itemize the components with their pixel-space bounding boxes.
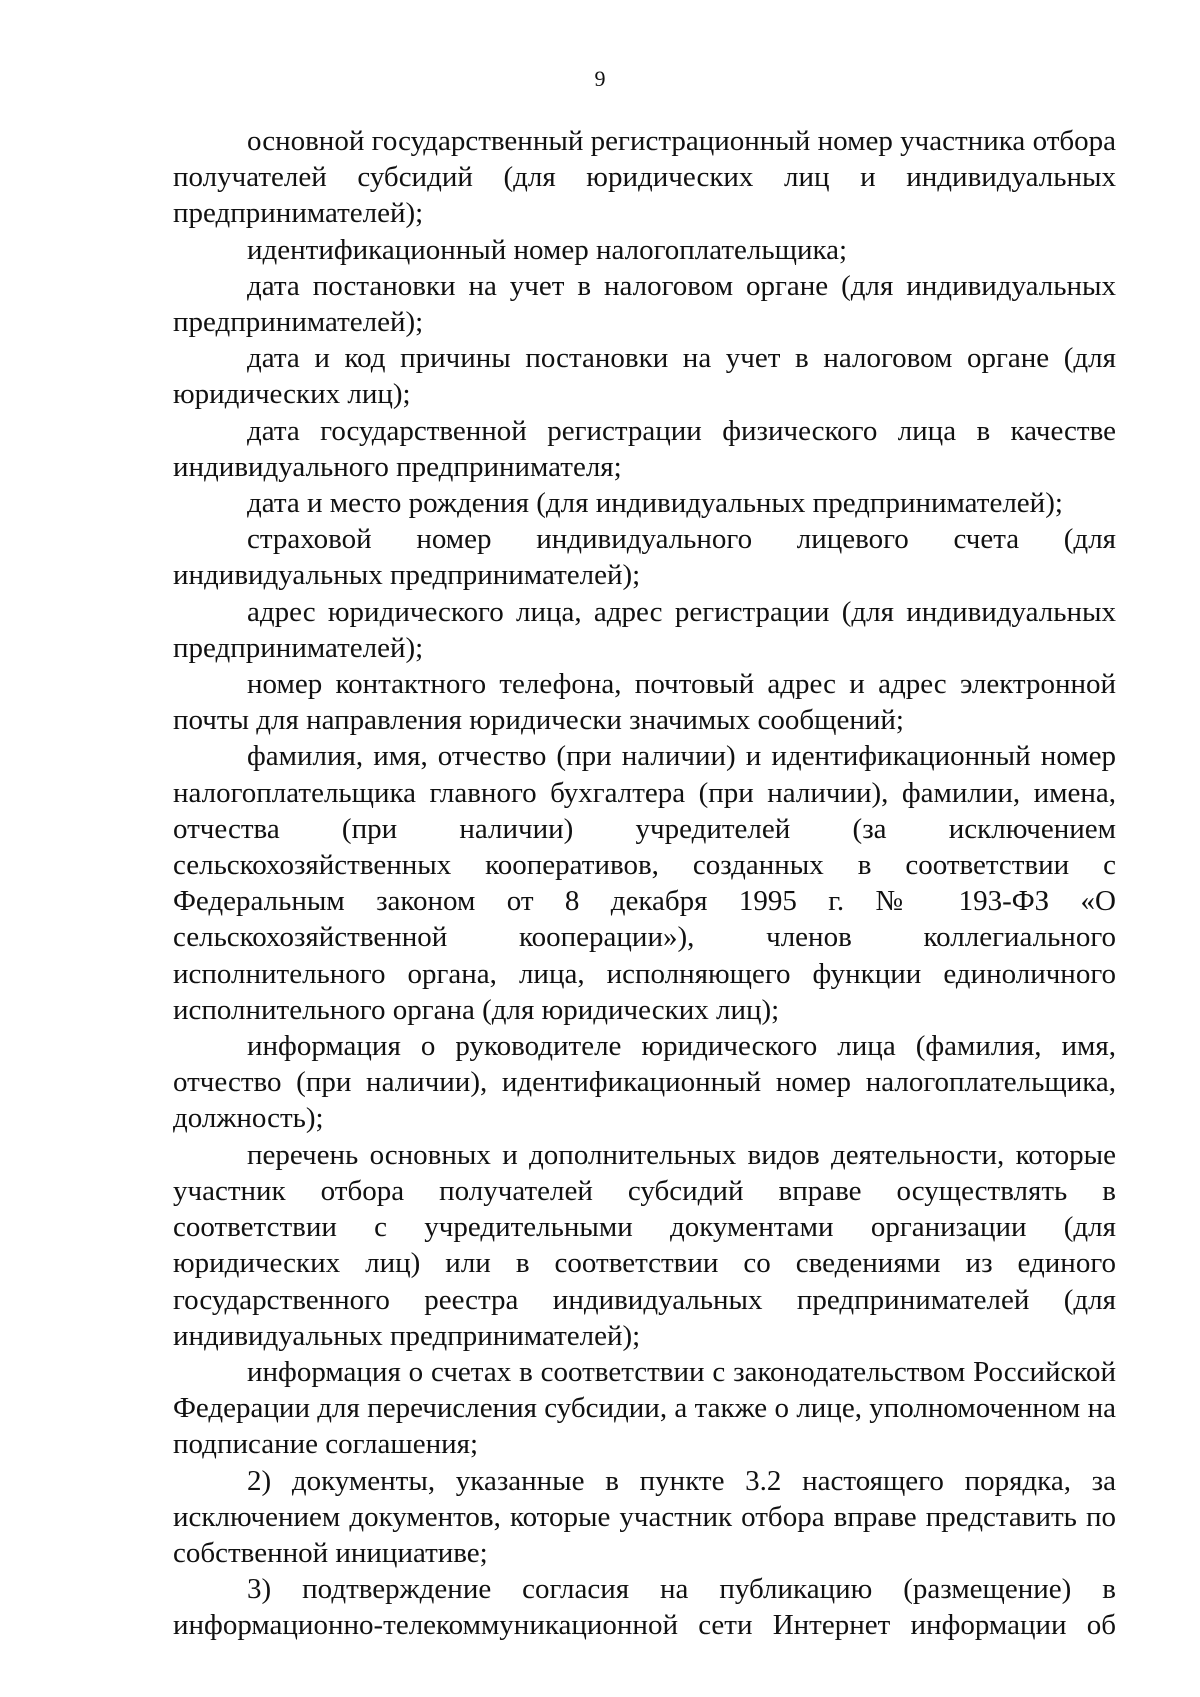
- document-body: [173, 123, 1116, 1644]
- paragraph-ogrn: основной государственный регистрационный номер участника отбора получателей субсидий (для юридических лиц и индивидуальных предпринимателей);: [173, 125, 1116, 230]
- paragraph-item-3-consent: 3) подтверждение согласия на публикацию (размещение) в информационно-телекоммуникационной сети Интернет информации об: [173, 1573, 1116, 1642]
- paragraph-accounts: информация о счетах в соответствии с законодательством Российской Федерации для перечисления субсидии, а также о лице, уполномоченном на подписание соглашения;: [173, 1355, 1116, 1461]
- paragraph-tax-registration-date: дата постановки на учет в налоговом органе (для индивидуальных предпринимателей);: [173, 269, 1116, 339]
- paragraph-snils: страховой номер индивидуального лицевого счета (для индивидуальных предпринимателей);: [173, 523, 1116, 592]
- paragraph-accountant-founders: фамилия, имя, отчество (при наличии) и идентификационный номер налогоплательщика главного бухгалтера (при наличии), фамилии, имена, отчества (при наличии) учредителей (за исключением сельскохозяйственных кооперативов, созданных в соответствии с Федеральным законом от 8 декабря 1995 г. № 193-ФЗ «О сельскохозяйственной кооперации»), членов коллегиального исполнительного органа, лица, исполняющего функции единоличного исполнительного органа (для юридических лиц);: [173, 740, 1116, 1026]
- paragraph-item-2-documents: 2) документы, указанные в пункте 3.2 настоящего порядка, за исключением документов, которые участник отбора вправе представить по собственной инициативе;: [173, 1464, 1116, 1569]
- paragraph-inn: идентификационный номер налогоплательщика;: [247, 233, 848, 266]
- paragraph-kpp: дата и код причины постановки на учет в налоговом органе (для юридических лиц);: [173, 342, 1116, 411]
- paragraph-state-registration-date: дата государственной регистрации физического лица в качестве индивидуального предпринимателя;: [173, 414, 1116, 483]
- paragraph-birth-date-place: дата и место рождения (для индивидуальных предпринимателей);: [247, 487, 1063, 520]
- paragraph-head-info: информация о руководителе юридического лица (фамилия, имя, отчество (при наличии), идентификационный номер налогоплательщика, должность);: [173, 1030, 1116, 1135]
- paragraph-contacts: номер контактного телефона, почтовый адрес и адрес электронной почты для направления юридически значимых сообщений;: [173, 668, 1116, 737]
- paragraph-address: адрес юридического лица, адрес регистрации (для индивидуальных предпринимателей);: [173, 595, 1116, 664]
- paragraph-activities: перечень основных и дополнительных видов деятельности, которые участник отбора получателей субсидий вправе осуществлять в соответствии с учредительными документами организации (для юридических лиц) или в соответствии со сведениями из единого государственного реестра индивидуальных предпринимателей (для индивидуальных предпринимателей);: [173, 1138, 1116, 1352]
- page-number: 9: [594, 66, 606, 91]
